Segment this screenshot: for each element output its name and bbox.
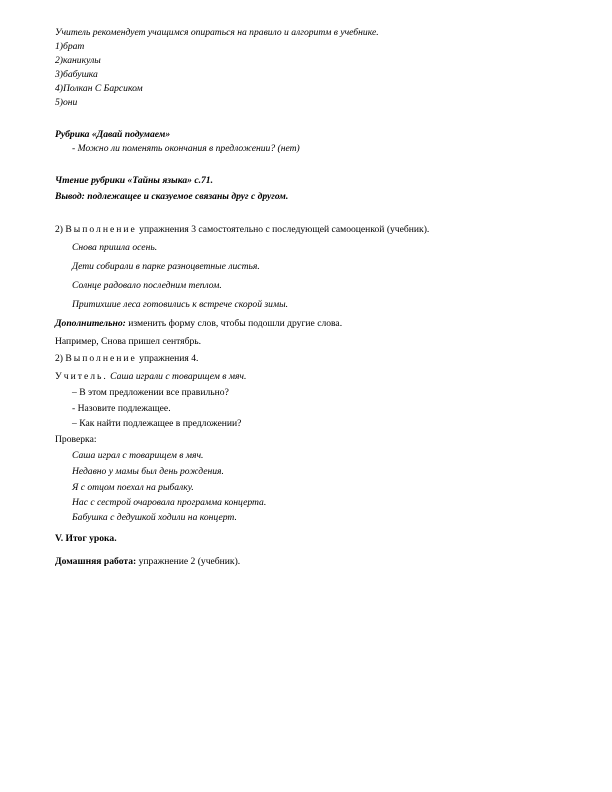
- reading-conclusion: Вывод: подлежащее и сказуемое связаны друг с другом.: [55, 191, 289, 202]
- list-item: 2)каникулы: [55, 55, 101, 66]
- exercise-sentence: Притихшие леса готовились к встрече скорой зимы.: [72, 299, 288, 310]
- teacher-question: – В этом предложении все правильно?: [72, 387, 229, 398]
- homework-text: упражнение 2 (учебник).: [136, 556, 241, 567]
- list-item: 1)брат: [55, 41, 85, 52]
- extra-text: изменить форму слов, чтобы подошли другие слова.: [125, 318, 343, 329]
- list-item: 3)бабушка: [55, 69, 98, 80]
- check-sentence: Нас с сестрой очаровала программа концерта.: [72, 497, 267, 508]
- intro-text: Учитель рекомендует учащимся опираться на правило и алгоритм в учебнике.: [55, 27, 379, 38]
- homework-line: [55, 556, 240, 568]
- check-sentence: Недавно у мамы был день рождения.: [72, 466, 224, 477]
- extra-example: Например, Снова пришел сентябрь.: [55, 336, 202, 347]
- homework-label: Домашняя работа:: [55, 556, 137, 567]
- rubric-question: - Можно ли поменять окончания в предложении? (нет): [72, 143, 300, 154]
- teacher-question: – Как найти подлежащее в предложении?: [72, 418, 242, 429]
- check-sentence: Я с отцом поехал на рыбалку.: [72, 482, 194, 493]
- rubric-title: Рубрика «Давай подумаем»: [55, 129, 171, 140]
- exercise-verb: Выполнение: [65, 224, 137, 235]
- check-sentence: Саша играл с товарищем в мяч.: [72, 450, 204, 461]
- exercise-sentence: Солнце радовало последним теплом.: [72, 280, 222, 291]
- summary-heading: V. Итог урока.: [55, 533, 117, 544]
- exercise-4-line: [55, 353, 198, 365]
- exercise-text: упражнения 4.: [136, 353, 199, 364]
- extra-task: [55, 318, 342, 330]
- exercise-3-line: [55, 224, 429, 236]
- check-sentence: Бабушка с дедушкой ходили на концерт.: [72, 512, 237, 523]
- exercise-sentence: Снова пришла осень.: [72, 242, 158, 253]
- exercise-text: упражнения 3 самостоятельно с последующей самооценкой (учебник).: [136, 224, 430, 235]
- exercise-number: 2): [55, 224, 66, 235]
- teacher-label: Учитель.: [55, 371, 108, 382]
- teacher-line: [55, 371, 246, 383]
- teacher-sentence: Саша играли с товарищем в мяч.: [107, 371, 247, 382]
- list-item: 5)они: [55, 97, 78, 108]
- exercise-number: 2): [55, 353, 66, 364]
- check-label: Проверка:: [55, 434, 97, 445]
- reading-title: Чтение рубрики «Тайны языка» с.71.: [55, 175, 213, 186]
- exercise-sentence: Дети собирали в парке разноцветные листья.: [72, 261, 260, 272]
- extra-label: Дополнительно:: [55, 318, 126, 329]
- teacher-question: - Назовите подлежащее.: [72, 403, 171, 414]
- list-item: 4)Полкан С Барсиком: [55, 83, 143, 94]
- exercise-verb: Выполнение: [65, 353, 137, 364]
